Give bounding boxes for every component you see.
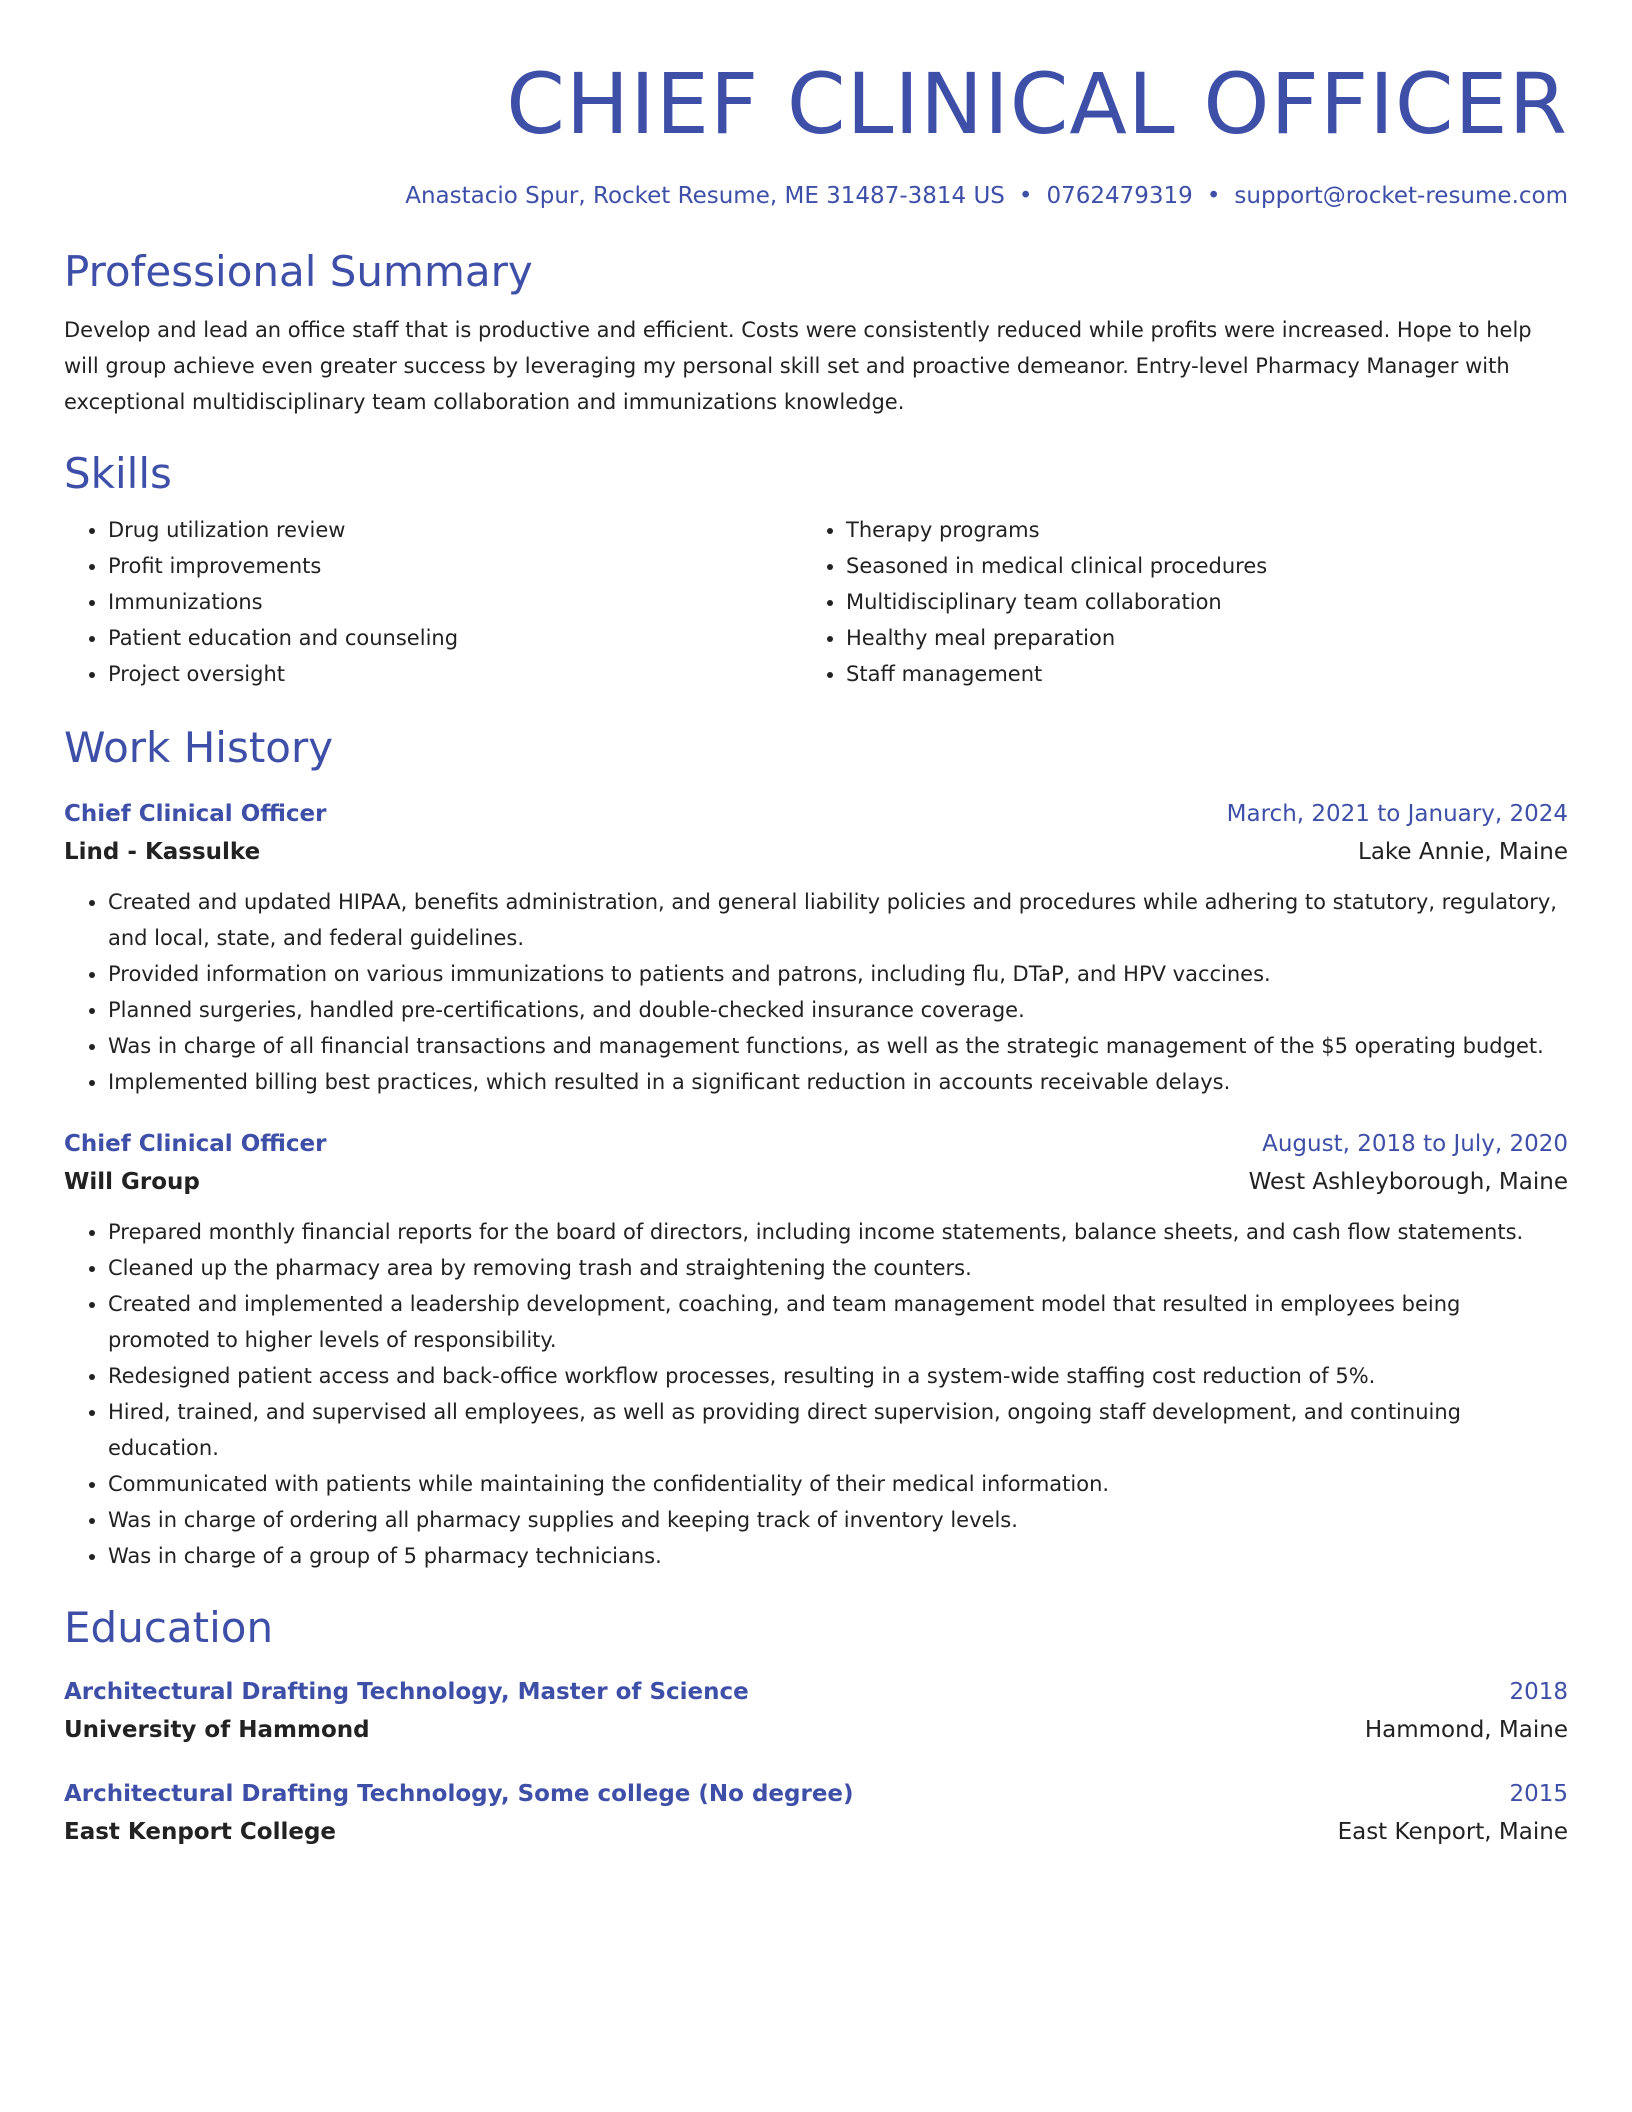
job-bullet: • Communicated with patients while maintaining the confidentiality of their medical information. bbox=[108, 1466, 1568, 1502]
education-degree: Architectural Drafting Technology, Master of Science bbox=[64, 1679, 749, 1705]
education-heading: Education bbox=[64, 1603, 274, 1652]
job-dates: August, 2018 to July, 2020 bbox=[1262, 1131, 1568, 1157]
education-school-row bbox=[64, 1710, 1568, 1750]
skill-item: • Profit improvements bbox=[108, 548, 802, 584]
job-bullet: • Created and implemented a leadership development, coaching, and team management model that resulted in employees being promoted to higher levels of responsibility. bbox=[108, 1286, 1568, 1358]
education-location: Hammond, Maine bbox=[1364, 1717, 1568, 1743]
skills-column-right bbox=[802, 512, 1568, 692]
skill-item: • Multidisciplinary team collaboration bbox=[846, 584, 1568, 620]
skill-item: • Healthy meal preparation bbox=[846, 620, 1568, 656]
job-header-row bbox=[64, 1126, 1568, 1162]
job-bullet: • Planned surgeries, handled pre-certifications, and double-checked insurance coverage. bbox=[108, 992, 1568, 1028]
job-bullet: • Created and updated HIPAA, benefits administration, and general liability policies and procedures while adhering to statutory, regulatory, and local, state, and federal guidelines. bbox=[108, 884, 1568, 956]
skills-column-left bbox=[64, 512, 802, 692]
job-bullet: • Was in charge of a group of 5 pharmacy technicians. bbox=[108, 1538, 1568, 1574]
job-location: West Ashleyborough, Maine bbox=[1248, 1169, 1568, 1195]
page-title: CHIEF CLINICAL OFFICER bbox=[506, 55, 1568, 153]
job-entry bbox=[64, 1126, 1568, 1574]
job-location: Lake Annie, Maine bbox=[1358, 839, 1568, 865]
summary-heading: Professional Summary bbox=[64, 247, 533, 296]
skill-item: • Drug utilization review bbox=[108, 512, 802, 548]
job-bullet: • Was in charge of all financial transactions and management functions, as well as the strategic management of the $5 operating budget. bbox=[108, 1028, 1568, 1064]
skill-item: • Project oversight bbox=[108, 656, 802, 692]
job-bullet: • Hired, trained, and supervised all employees, as well as providing direct supervision, ongoing staff development, and continuing education. bbox=[108, 1394, 1568, 1466]
contact-address: Anastacio Spur, Rocket Resume, ME 31487-3814 US bbox=[405, 183, 1005, 209]
job-entry bbox=[64, 796, 1568, 1100]
skill-item: • Seasoned in medical clinical procedures bbox=[846, 548, 1568, 584]
job-bullets bbox=[64, 1214, 1568, 1574]
skill-item: • Therapy programs bbox=[846, 512, 1568, 548]
job-bullet: • Implemented billing best practices, which resulted in a significant reduction in accounts receivable delays. bbox=[108, 1064, 1568, 1100]
job-bullets bbox=[64, 884, 1568, 1100]
skill-item: • Immunizations bbox=[108, 584, 802, 620]
skill-item: • Patient education and counseling bbox=[108, 620, 802, 656]
education-year: 2015 bbox=[1509, 1781, 1568, 1807]
education-school: University of Hammond bbox=[64, 1717, 370, 1743]
contact-line bbox=[64, 180, 1568, 212]
education-year: 2018 bbox=[1509, 1679, 1568, 1705]
job-title: Chief Clinical Officer bbox=[64, 801, 327, 827]
job-company: Lind - Kassulke bbox=[64, 839, 261, 865]
contact-phone: 0762479319 bbox=[1046, 183, 1193, 209]
job-company-row bbox=[64, 1162, 1568, 1202]
job-company-row bbox=[64, 832, 1568, 872]
education-entry bbox=[64, 1776, 1568, 1852]
job-header-row bbox=[64, 796, 1568, 832]
contact-email: support@rocket-resume.com bbox=[1234, 183, 1568, 209]
resume-header bbox=[64, 56, 1568, 212]
skill-item: • Staff management bbox=[846, 656, 1568, 692]
education-location: East Kenport, Maine bbox=[1337, 1819, 1568, 1845]
job-dates: March, 2021 to January, 2024 bbox=[1226, 801, 1568, 827]
education-header-row bbox=[64, 1674, 1568, 1710]
job-company: Will Group bbox=[64, 1169, 200, 1195]
contact-separator: • bbox=[1018, 183, 1033, 209]
skills-list bbox=[64, 512, 1568, 692]
job-title: Chief Clinical Officer bbox=[64, 1131, 327, 1157]
education-school: East Kenport College bbox=[64, 1819, 337, 1845]
education-degree: Architectural Drafting Technology, Some college (No degree) bbox=[64, 1781, 854, 1807]
job-bullet: • Cleaned up the pharmacy area by removing trash and straightening the counters. bbox=[108, 1250, 1568, 1286]
education-entry bbox=[64, 1674, 1568, 1750]
education-header-row bbox=[64, 1776, 1568, 1812]
contact-separator: • bbox=[1206, 183, 1221, 209]
education-school-row bbox=[64, 1812, 1568, 1852]
summary-text: Develop and lead an office staff that is productive and efficient. Costs were consistently reduced while profits were increased. Hope to help will group achieve even greater success by leveraging my personal skill set and proactive demeanor. Entry-level Pharmacy Manager with exceptional multidisciplinary team collaboration and immunizations knowledge. bbox=[64, 318, 1532, 414]
work-history-heading: Work History bbox=[64, 723, 334, 772]
job-bullet: • Was in charge of ordering all pharmacy supplies and keeping track of inventory levels. bbox=[108, 1502, 1568, 1538]
skills-heading: Skills bbox=[64, 449, 172, 498]
job-bullet: • Prepared monthly financial reports for the board of directors, including income statements, balance sheets, and cash flow statements. bbox=[108, 1214, 1568, 1250]
job-bullet: • Provided information on various immunizations to patients and patrons, including flu, DTaP, and HPV vaccines. bbox=[108, 956, 1568, 992]
job-bullet: • Redesigned patient access and back-office workflow processes, resulting in a system-wide staffing cost reduction of 5%. bbox=[108, 1358, 1568, 1394]
